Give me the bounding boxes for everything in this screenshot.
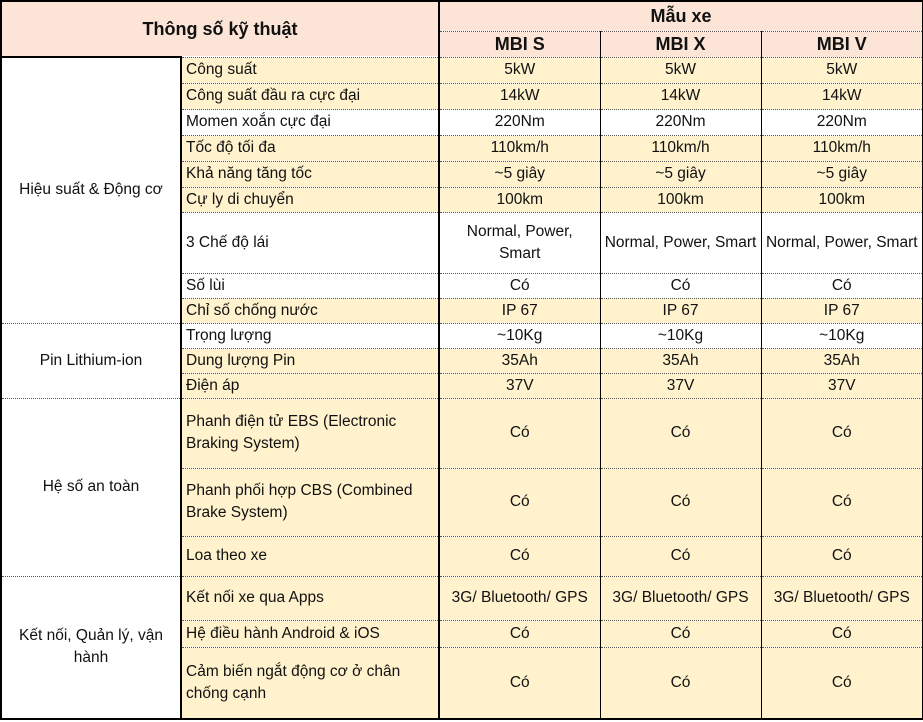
spec-title-header: Thông số kỹ thuật [1,1,439,57]
value-cell: 3G/ Bluetooth/ GPS [761,576,923,620]
value-cell: 14kW [600,83,761,109]
value-cell: 35Ah [600,348,761,373]
value-cell: Có [600,398,761,468]
value-cell: Có [761,468,923,536]
value-cell: Có [439,536,600,576]
row-label: Phanh điện tử EBS (Electronic Braking System) [181,398,439,468]
row-label: Cảm biến ngắt động cơ ở chân chống cạnh [181,647,439,719]
value-cell: ~10Kg [439,323,600,348]
row-label: Dung lượng Pin [181,348,439,373]
row-label: Trọng lượng [181,323,439,348]
value-cell: Normal, Power, Smart [761,212,923,273]
value-cell: 220Nm [439,109,600,135]
value-cell: 3G/ Bluetooth/ GPS [600,576,761,620]
row-label: Phanh phối hợp CBS (Combined Brake System) [181,468,439,536]
value-cell: 100km [439,187,600,212]
value-cell: 110km/h [761,135,923,161]
value-cell: 5kW [600,57,761,83]
value-cell: Có [761,273,923,298]
value-cell: 5kW [439,57,600,83]
value-cell: Có [439,620,600,647]
group-label-safety: Hệ số an toàn [1,398,181,576]
value-cell: 220Nm [761,109,923,135]
value-cell: Có [600,647,761,719]
row-label: Chỉ số chống nước [181,298,439,323]
model-header-mbi-v: MBI V [761,31,923,57]
value-cell: Normal, Power, Smart [439,212,600,273]
value-cell: ~5 giây [761,161,923,187]
value-cell: 35Ah [761,348,923,373]
table-row [1,576,923,620]
value-cell: ~5 giây [600,161,761,187]
value-cell: 5kW [761,57,923,83]
row-label: Kết nối xe qua Apps [181,576,439,620]
table-row [1,57,923,83]
value-cell: IP 67 [761,298,923,323]
value-cell: Có [600,273,761,298]
value-cell: Có [439,468,600,536]
group-label-connectivity: Kết nối, Quản lý, vận hành [1,576,181,719]
model-header-mbi-s: MBI S [439,31,600,57]
value-cell: Có [600,620,761,647]
value-cell: Có [439,273,600,298]
row-label: Momen xoắn cực đại [181,109,439,135]
row-label: Công suất [181,57,439,83]
row-label: Tốc độ tối đa [181,135,439,161]
value-cell: Có [439,647,600,719]
row-label: Điện áp [181,373,439,398]
value-cell: Có [761,398,923,468]
models-title-header: Mẫu xe [439,1,923,31]
row-label: Hệ điều hành Android & iOS [181,620,439,647]
value-cell: Có [761,647,923,719]
value-cell: 37V [439,373,600,398]
value-cell: 14kW [761,83,923,109]
group-label-performance: Hiệu suất & Động cơ [1,57,181,323]
row-label: Khả năng tăng tốc [181,161,439,187]
value-cell: 220Nm [600,109,761,135]
value-cell: 100km [600,187,761,212]
value-cell: 14kW [439,83,600,109]
value-cell: ~10Kg [600,323,761,348]
row-label: Cự ly di chuyển [181,187,439,212]
value-cell: 37V [761,373,923,398]
value-cell: 3G/ Bluetooth/ GPS [439,576,600,620]
value-cell: 37V [600,373,761,398]
value-cell: ~10Kg [761,323,923,348]
group-label-battery: Pin Lithium-ion [1,323,181,398]
value-cell: 110km/h [600,135,761,161]
value-cell: Có [761,536,923,576]
value-cell: 100km [761,187,923,212]
table-row [1,323,923,348]
row-label: Công suất đầu ra cực đại [181,83,439,109]
value-cell: IP 67 [600,298,761,323]
value-cell: Có [600,468,761,536]
row-label: Số lùi [181,273,439,298]
value-cell: Có [439,398,600,468]
row-label: Loa theo xe [181,536,439,576]
value-cell: Có [600,536,761,576]
table-row [1,398,923,468]
value-cell: Normal, Power, Smart [600,212,761,273]
row-label: 3 Chế độ lái [181,212,439,273]
model-header-mbi-x: MBI X [600,31,761,57]
value-cell: Có [761,620,923,647]
value-cell: 35Ah [439,348,600,373]
value-cell: ~5 giây [439,161,600,187]
value-cell: IP 67 [439,298,600,323]
value-cell: 110km/h [439,135,600,161]
